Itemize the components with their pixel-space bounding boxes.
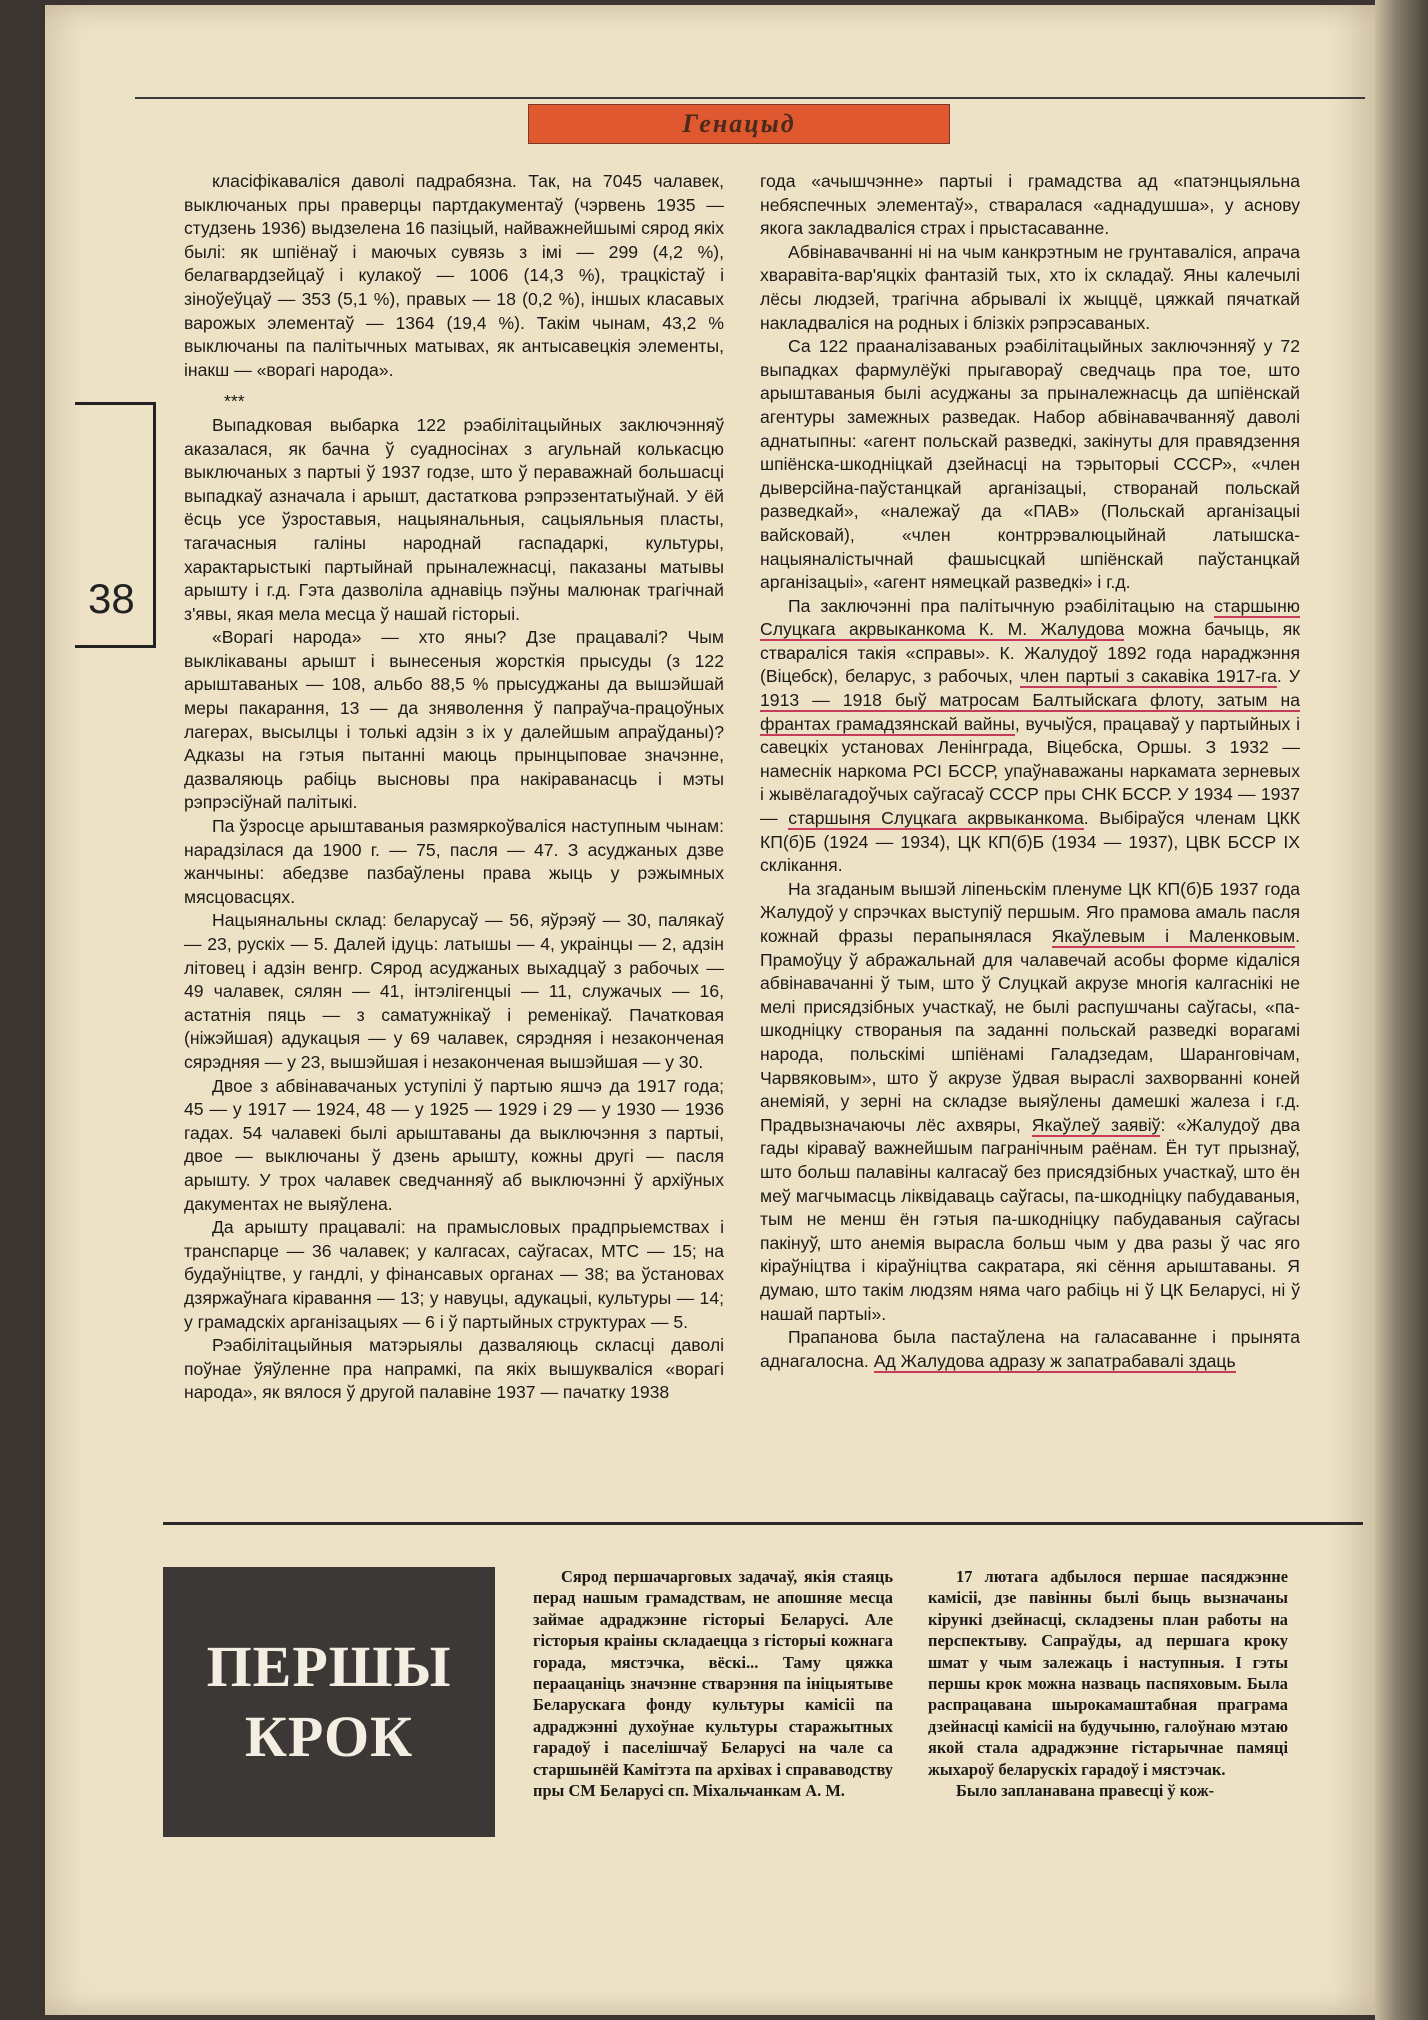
section-separator: *** — [224, 391, 245, 412]
underlined-text: Ад Жалудова адразу ж запатрабавалі здаць — [873, 1350, 1236, 1371]
article-column-right — [760, 170, 1300, 1373]
underlined-text: Якаўлеў заявіў — [1031, 1114, 1161, 1135]
paragraph — [760, 595, 1300, 878]
page-edge — [1375, 0, 1428, 2020]
paragraph: «Ворагі народа» — хто яны? Дзе працавалі? Чым выклікаваны арышт і вынесеныя жорсткія прысуды (з 122 арыштаваных — 108, альбо 88,5 % прысуджаны да вышэйшай меры пакарання, 13 — да зняволення ў папраўча-працоўных лагерах, высылцы і толькі адзін з іх у далейшым апраўданы)? Адказы на гэтыя пытанні маюць прынцыповае значэнне, дазваляюць рабіць высновы пра накіраванасць і мэты рэпрэсіўнай палітыкі. — [184, 627, 724, 813]
underlined-text: член партыі з сакавіка 1917-га — [1019, 666, 1277, 687]
underlined-text: старшыню Слуцкага акрвыканкома К. М. Жалудова — [760, 595, 1300, 640]
article-column-left — [184, 170, 724, 1405]
headline-line-2: КРОК — [244, 1704, 414, 1769]
headline-banner — [163, 1567, 495, 1837]
paragraph — [760, 878, 1300, 1326]
underlined-text: старшыня Слуцкага акрвыканкома — [788, 808, 1084, 829]
paragraph: Выпадковая выбарка 122 рэабілітацыйных заключэнняў аказалася, як бачна ў суадносінах з агульнай колькасцю выключаных з партыі ў 1937 годзе, што ў пераважнай большасці выпадкаў азначала і арышт, дастаткова рэпрэзентатыўнай. У ёй ёсць усе ўзроставыя, нацыянальныя, сацыяльныя пласты, тагачасныя галіны народнай гаспадаркі, культуры, характарыстыкі партыйнай прыналежнасці, паказаны матывы арышту і г.д. Гэта дазволіла аднавіць пэўны малюнак трагічнай з'явы, якая мела месца ў нашай гісторыі. — [184, 414, 724, 624]
text-run: Па заключэнні пра палітычную рэабілітацыю на — [788, 595, 1215, 616]
text-run: , вучыўся, працаваў у партыйных і савецкіх установах Ленінграда, Віцебска, Оршы. З 1932 — намеснік наркома РСІ БССР, упаўнаважаны наркамата зерневых і жывёлагадоўчых саўгасаў СССР пры СНК БССР. У 1934 — 1937 — — [760, 713, 1300, 829]
paragraph: Абвінавачванні ні на чым канкрэтным не грунтаваліся, апрача хваравіта-вар'яцкіх фантазій тых, хто іх складаў. Яны калечылі лёсы людзей, трагічна абрывалі іх жыццё, цяжкай пячаткай накладваліся на родных і блізкіх рэпрэсаваных. — [760, 241, 1300, 333]
section-divider — [163, 1522, 1363, 1525]
underlined-text: 1913 — 1918 быў матросам Балтыйскага флоту, затым на франтах грамадзянскай вайны — [760, 690, 1300, 734]
page-number: 38 — [88, 575, 135, 622]
news-column-left — [533, 1566, 893, 1801]
paragraph: Рэабілітацыйныя матэрыялы дазваляюць скласці даволі поўнае ўяўленне пра напрамкі, па якіх вышукваліся «ворагі народа», як вялося ў другой палавіне 1937 — пачатку 1938 — [184, 1335, 724, 1403]
paragraph: года «ачышчэнне» партыі і грамадства ад «патэнцыяльна небяспечных элементаў», стваралася «аднадушша», у аснову якога закладваліся страх і прыстасаванне. — [760, 171, 1300, 239]
text-run: Прапанова была пастаўлена на галасаванне і прынята аднагалосна. — [760, 1327, 1300, 1371]
paragraph: Са 122 прааналізаваных рэабілітацыйных заключэнняў у 72 выпадках фармулёўкі прыгавораў сведчаць пра тое, што арыштаваныя былі асуджаны за прыналежнасць да шпіёнскай агентуры замежных разведак. Набор абвінавачванняў даволі аднатыпны: «агент польскай разведкі, закінуты для правядзення шпіёнска-шкодніцкай дзейнасці на тэрыторыі СССР», «член дыверсійна-паўстанцкай арганізацыі, створанай польскай разведкай», «належаў да «ПАВ» (Польскай арганізацыі вайсковай), «член контррэвалюцыйнай латышска-нацыяналістычнай фашысцкай шпіёнскай паўстанцкай арганізацыі», «агент нямецкай разведкі» і г.д. — [760, 336, 1300, 593]
paragraph: Да арышту працавалі: на прамысловых прадпрыемствах і транспарце — 36 чалавек; у калгасах, саўгасах, МТС — 15; на будаўніцтве, у гандлі, у фінансавых органах — 38; ва ўстановах дзяржаўнага кіравання — 13; у навуцы, адукацыі, культуры — 14; у грамадскіх арганізацыях — 6 і ў партыйных структурах — 5. — [184, 1217, 724, 1332]
text-run: . У — [1276, 666, 1300, 687]
header-rule — [135, 97, 1365, 99]
paragraph: Двое з абвінавачаных уступілі ў партыю яшчэ да 1917 года; 45 — у 1917 — 1924, 48 — у 1925 — 1929 і 29 — у 1930 — 1936 гадах. 54 чалавекі былі арыштаваны да выключэння з партыі, двое — выключаны ў дзень арышту, кожны другі — пасля арышту. У трох чалавек сведчанняў аб выключэнні ў архіўных дакументах не выяўлена. — [184, 1075, 724, 1214]
text-run: : «Жалудоў два гады кіраваў важнейшым пагранічным раёнам. Ён тут прызнаў, што больш палавіны калгасаў без присядзібных участкаў, што ён меў магчымасць ліквідаваць саўгасы, па-шкодніцку пабудаваныя, тым не менш ён гэтыя па-шкодніцку пабудаваныя саўгасы пакінуў, што анемія вырасла больш чым у два разы ў час яго кіраўніцтва і кіраўніцтва сакратара, які сёння арыштаваны. Я думаю, што такім людзям няма чаго рабіць ні ў ЦК Беларусі, ні ў нашай партыі». — [760, 1114, 1300, 1324]
paragraph: Нацыянальны склад: беларусаў — 56, яўрэяў — 30, палякаў — 23, рускіх — 5. Далей ідуць: латышы — 4, украінцы — 2, адзін літовец і адзін венгр. Сярод асуджаных выхадцаў з рабочых — 49 чалавек, сялян — 41, інтэлігенцыі — 11, служачых — 16, астатнія пяць — з саматужнікаў і ременікаў. Пачатковая (ніжэйшая) адукацыя — у 69 чалавек, сярэдняя і незаконченая сярэдняя — у 23, вышэйшая і незаконченая вышэйшая — у 30. — [184, 910, 724, 1072]
paragraph: 17 лютага адбылося першае пасяджэнне камісіі, дзе павінны былі быць вызначаны кірункі дзейнасці, складзены план работы на перспектыву. Сапраўды, ад першага кроку шмат у чым залежаць і наступныя. І гэты першы крок можна назваць паспяховым. Была распрацавана шырокамаштабная праграма дзейнасці камісіі на будучыню, галоўнаю мэтаю якой стала адраджэнне гістарычнае памяці жыхароў беларускіх гарадоў і мястэчак. — [928, 1567, 1288, 1779]
section-tag: Генацыд — [528, 104, 950, 144]
paragraph: Па ўзросце арыштаваныя размяркоўваліся наступным чынам: нарадзілася да 1900 г. — 75, пасля — 47. З асуджаных дзве жанчыны: абедзве пазбаўлены права жыць у рэжымных мясцовасцях. — [184, 816, 724, 907]
news-column-right — [928, 1566, 1288, 1801]
paragraph: класіфікаваліся даволі падрабязна. Так, на 7045 чалавек, выключаных пры праверцы партдакументаў (чэрвень 1935 — студзень 1936) выдзелена 16 пазіцый, найважнейшымі сярод якіх былі: як шпіёнаў і маючых сувязь з імі — 299 (4,2 %), белагвардзейцаў і кулакоў — 1006 (14,3 %), трацкістаў і зіноўеўцаў — 353 (5,1 %), правых — 18 (0,2 %), іншых класавых варожых элементаў — 1364 (19,4 %). Такім чынам, 43,2 % выключаны па палітычных матывах, як антысавецкія элементы, інакш — «ворагі народа». — [184, 171, 724, 380]
text-run: На згаданым вышэй ліпеньскім пленуме ЦК КП(б)Б 1937 года Жалудоў у спрэчках выступіў першым. Яго прамова амаль пасля кожнай фразы перапынялася — [760, 878, 1300, 946]
text-run: можна бачыць, як ствараліся такія «справы». К. Жалудоў 1892 года нараджэння (Віцебск), беларус, з рабочых, — [760, 619, 1301, 687]
text-run: . Прамоўцу ў абражальнай для чалавечай асобы форме кідаліся абвінавачанні ў тым, што ў Слуцкай акрузе многія калгаснікі не мелі присядзібных участкаў, не былі распушчаны саўгасы, «па-шкодніцку створаныя па заданні польскай разведкі ворагамі народа, польскімі шпіёнамі Галадзедам, Шаранговічам, Чарвяковым», што ў акрузе ўдвая выраслі захворванні коней анеміяй, у зерні на складзе выяўлены дамешкі жалеза і г.д. Прадвызначаючы лёс ахвяры, — [760, 926, 1300, 1135]
underlined-text: Якаўлевым і Маленковым — [1051, 926, 1296, 946]
text-run: . Выбіраўся членам ЦКК КП(б)Б (1924 — 1934), ЦК КП(б)Б (1934 — 1937), ЦВК БССР IX склікання. — [760, 808, 1300, 876]
paragraph: Сярод першачарговых задачаў, якія стаяць перад нашым грамадствам, не апошняе месца займае адраджэнне гісторыі Беларусі. Але гісторыя краіны складаецца з гісторыі кожнага горада, мястэчка, вёскі... Таму цяжка пераацаніць значэнне стварэння па ініцыятыве Беларускага фонду культуры камісіі па адраджэнні духоўнае культуры старажытных гарадоў і паселішчаў Беларусі на чале са старшынёй Камітэта па архівах і справаводству пры СМ Беларусі сп. Міхальчанкам А. М. — [533, 1567, 893, 1801]
headline-line-1: ПЕРШЫ — [206, 1634, 452, 1699]
paragraph: Было запланавана правесці ў кож- — [956, 1781, 1215, 1801]
paragraph — [760, 1326, 1300, 1373]
